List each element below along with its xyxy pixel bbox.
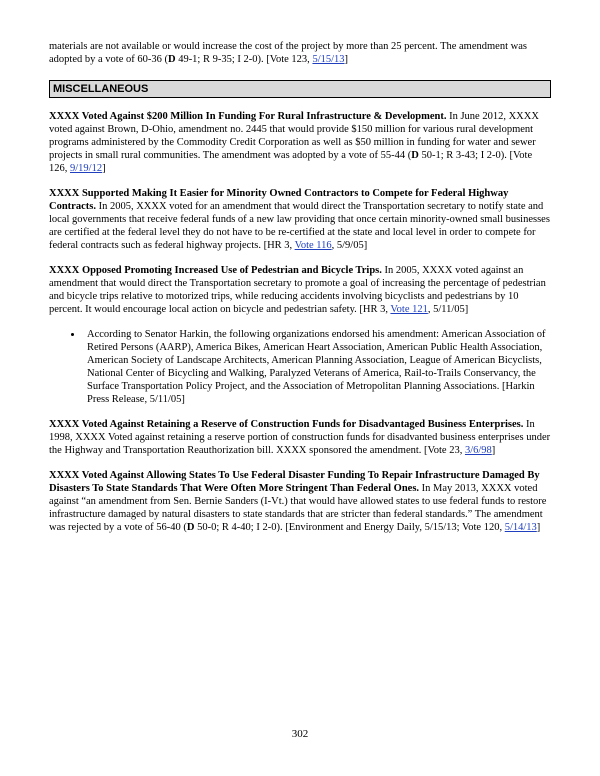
item-text-2: , 5/11/05] [427,304,469,315]
page-number: 302 [291,728,309,740]
item-d-label: D [411,150,419,161]
item-vote-link[interactable]: Vote 121 [390,304,428,315]
item-text-3: ] [102,163,106,174]
item-text-2: 50-1; R 3-43; I 2-0). [Vote 126, [49,150,533,174]
item-disadvantaged-business [49,418,551,457]
bullet-item-harkin: • According to Senator Harkin, the following organizations endorsed his amendment: American Association of Retired Persons (AARP), America Bikes, American Heart Association, American Public Health Association, American Society of Landscape Architects, American Planning Association, League of American Bicyclists, National Center of Bicycling and Walking, Paralyzed Veterans of America, Rail-to-Trails Conservancy, the Surface Transportation Policy Project, and the Association of Metropolitan Planning Associations. [Harkin Press Release, 5/11/05] [83,328,551,406]
item-title: XXXX Voted Against Retaining a Reserve of Construction Funds for Disadvantaged Business Enterprises. [49,419,524,430]
item-vote-link[interactable]: 5/14/13 [504,522,537,533]
item-text: In May 2013, XXXX voted against “an amendment from Sen. Bernie Sanders (I-Vt.) that would have allowed states to use federal funds to restore infrastructure damaged by natural disasters to state standards that are stricter than federal standards.” The amendment was rejected by a vote of 56-40 ( [49,483,547,533]
lead-text-2: 49-1; R 9-35; I 2-0). [Vote 123, [175,54,313,65]
item-title: XXXX Supported Making It Easier for Minority Owned Contractors to Compete for Federal Highway Contracts. [49,188,509,212]
item-text: In June 2012, XXXX voted against Brown, D-Ohio, amendment no. 2445 that would provide $150 million for various rural development programs administered by the Commodity Credit Corporation as well as $50 million in funding for water and sewer projects in small rural communities. The amendment was adopted by a vote of 55-44 ( [49,111,539,161]
document-page [49,40,551,546]
item-text-2: ] [491,445,496,456]
item-text-2: , 5/9/05] [331,240,368,251]
item-minority-contractors [49,187,551,252]
bullet-list [49,328,551,406]
item-title: XXXX Voted Against Allowing States To Use Federal Disaster Funding To Repair Infrastructure Damaged By Disasters To State Standards That Were Often More Stringent Than Federal Ones. [49,470,540,494]
lead-text-3: ] [344,54,349,65]
item-rural-infrastructure [49,110,551,175]
lead-paragraph [49,40,551,66]
item-text: In 2005, XXXX voted against an amendment that would direct the Transportation secretary to promote a goal of increasing the percentage of pedestrian and bicycle trips relative to motorized trips, while reducing accidents involving bicyclists and pedestrians by 10 percent. It would encourage local action on bicycle and pedestrian safety. [HR 3, [49,265,546,315]
item-title: XXXX Opposed Promoting Increased Use of Pedestrian and Bicycle Trips. [49,265,382,276]
item-vote-link[interactable]: 3/6/98 [464,445,492,456]
item-disaster-funding [49,469,551,534]
item-vote-link[interactable]: 9/19/12 [70,163,103,174]
item-text: In 2005, XXXX voted for an amendment that would direct the Transportation secretary to notify state and local governments that receive federal funds of a new law providing that once certain minority-owned small businesses are certified at the federal level they do not have to be re-certified at the state and local level in order to compete for federal contracts such as federal highway projects. [HR 3, [49,201,550,251]
item-vote-link[interactable]: Vote 116 [294,240,332,251]
item-text-3: ] [536,522,541,533]
lead-vote-link[interactable]: 5/15/13 [312,54,345,65]
lead-d-label: D [167,54,176,65]
lead-text: materials are not available or would increase the cost of the project by more than 25 percent. The amendment was adopted by a vote of 60-36 ( [49,41,527,65]
section-header: MISCELLANEOUS [49,80,551,98]
item-d-label: D [186,522,195,533]
item-pedestrian-bicycle [49,264,551,316]
item-text-2: 50-0; R 4-40; I 2-0). [Environment and Energy Daily, 5/15/13; Vote 120, [194,522,505,533]
item-text: In 1998, XXXX Voted against retaining a reserve portion of construction funds for disadvanted business enterprises under the Highway and Transportation Reauthorization bill. XXXX sponsored the amendment. [Vote 23, [49,419,551,456]
item-title: XXXX Voted Against $200 Million In Funding For Rural Infrastructure & Development. [49,111,447,122]
